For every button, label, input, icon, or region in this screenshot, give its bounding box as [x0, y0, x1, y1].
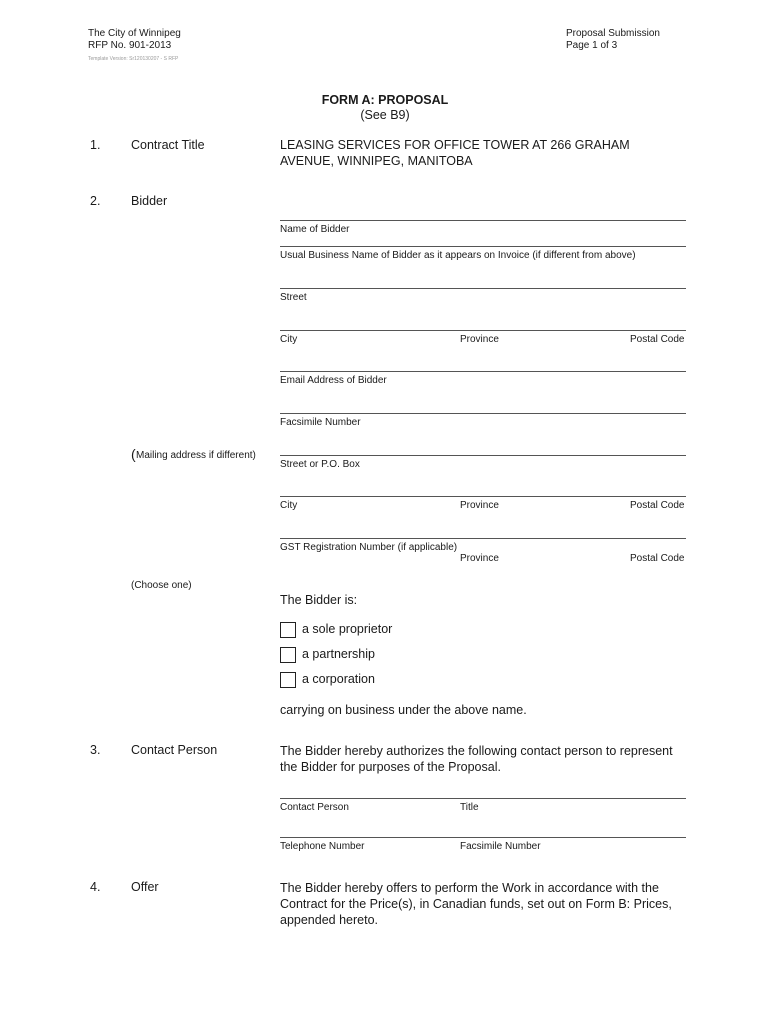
gst-province-caption: Province	[460, 553, 499, 564]
header-template-version: Template Version: Sr120130207 - S RFP	[88, 56, 179, 62]
item-3-label: Contact Person	[131, 743, 218, 757]
telephone-fax-field[interactable]	[280, 837, 686, 838]
contact-fax-caption: Facsimile Number	[460, 841, 541, 852]
name-of-bidder-caption: Name of Bidder	[280, 224, 350, 235]
contact-text-line1: The Bidder hereby authorizes the following contact person to represent	[280, 744, 673, 758]
telephone-caption: Telephone Number	[280, 841, 365, 852]
partnership-checkbox[interactable]	[280, 647, 296, 663]
header-section: Proposal Submission	[566, 28, 660, 39]
sole-proprietor-checkbox[interactable]	[280, 622, 296, 638]
street-field[interactable]	[280, 288, 686, 289]
mailing-city-caption: City	[280, 500, 298, 511]
street-caption: Street	[280, 292, 307, 303]
corporation-label: a corporation	[302, 672, 375, 686]
item-1-number: 1.	[90, 138, 101, 152]
item-1-label: Contract Title	[131, 138, 205, 152]
street-po-box-field[interactable]	[280, 455, 686, 456]
email-caption: Email Address of Bidder	[280, 375, 387, 386]
offer-text-line3: appended hereto.	[280, 913, 379, 927]
choose-one-label: (Choose one)	[131, 580, 192, 591]
carrying-on-business-text: carrying on business under the above name.	[280, 703, 527, 717]
gst-postal-code-caption: Postal Code	[630, 553, 685, 564]
mailing-city-field[interactable]	[280, 496, 686, 497]
contract-title-line2: AVENUE, WINNIPEG, MANITOBA	[280, 154, 473, 168]
offer-text-line1: The Bidder hereby offers to perform the Work in accordance with the	[280, 881, 659, 895]
contact-person-caption: Contact Person	[280, 802, 349, 813]
contact-title-caption: Title	[460, 802, 479, 813]
mailing-province-caption: Province	[460, 500, 499, 511]
usual-business-name-caption: Usual Business Name of Bidder as it appears on Invoice (if different from above)	[280, 250, 636, 261]
sole-proprietor-label: a sole proprietor	[302, 622, 393, 636]
fax-caption: Facsimile Number	[280, 417, 361, 428]
item-3-number: 3.	[90, 743, 101, 757]
mailing-postal-code-caption: Postal Code	[630, 500, 685, 511]
item-4-label: Offer	[131, 880, 159, 894]
header-page: Page 1 of 3	[566, 40, 618, 51]
header-org: The City of Winnipeg	[88, 28, 181, 39]
gst-number-field[interactable]	[280, 538, 686, 539]
form-title: FORM A: PROPOSAL	[321, 93, 449, 107]
item-2-number: 2.	[90, 194, 101, 208]
city-province-postal-field[interactable]	[280, 330, 686, 331]
postal-code-caption: Postal Code	[630, 334, 685, 345]
city-caption: City	[280, 334, 298, 345]
form-subtitle: (See B9)	[360, 108, 410, 122]
gst-caption: GST Registration Number (if applicable)	[280, 542, 458, 553]
mailing-address-label: Mailing address if different)	[136, 450, 256, 461]
province-caption: Province	[460, 334, 499, 345]
contract-title-line1: LEASING SERVICES FOR OFFICE TOWER AT 266 GRAHAM	[280, 138, 630, 152]
header-rfp: RFP No. 901-2013	[88, 40, 172, 51]
mailing-paren: (	[131, 446, 136, 462]
usual-business-name-field[interactable]	[280, 246, 686, 247]
partnership-label: a partnership	[302, 647, 375, 661]
email-field[interactable]	[280, 371, 686, 372]
name-of-bidder-field[interactable]	[280, 220, 686, 221]
street-po-box-caption: Street or P.O. Box	[280, 459, 360, 470]
item-4-number: 4.	[90, 880, 101, 894]
contact-person-field[interactable]	[280, 798, 686, 799]
contact-text-line2: the Bidder for purposes of the Proposal.	[280, 760, 501, 774]
corporation-checkbox[interactable]	[280, 672, 296, 688]
item-2-label: Bidder	[131, 194, 168, 208]
bidder-is-label: The Bidder is:	[280, 593, 358, 607]
fax-field[interactable]	[280, 413, 686, 414]
offer-text-line2: Contract for the Price(s), in Canadian funds, set out on Form B: Prices,	[280, 897, 672, 911]
